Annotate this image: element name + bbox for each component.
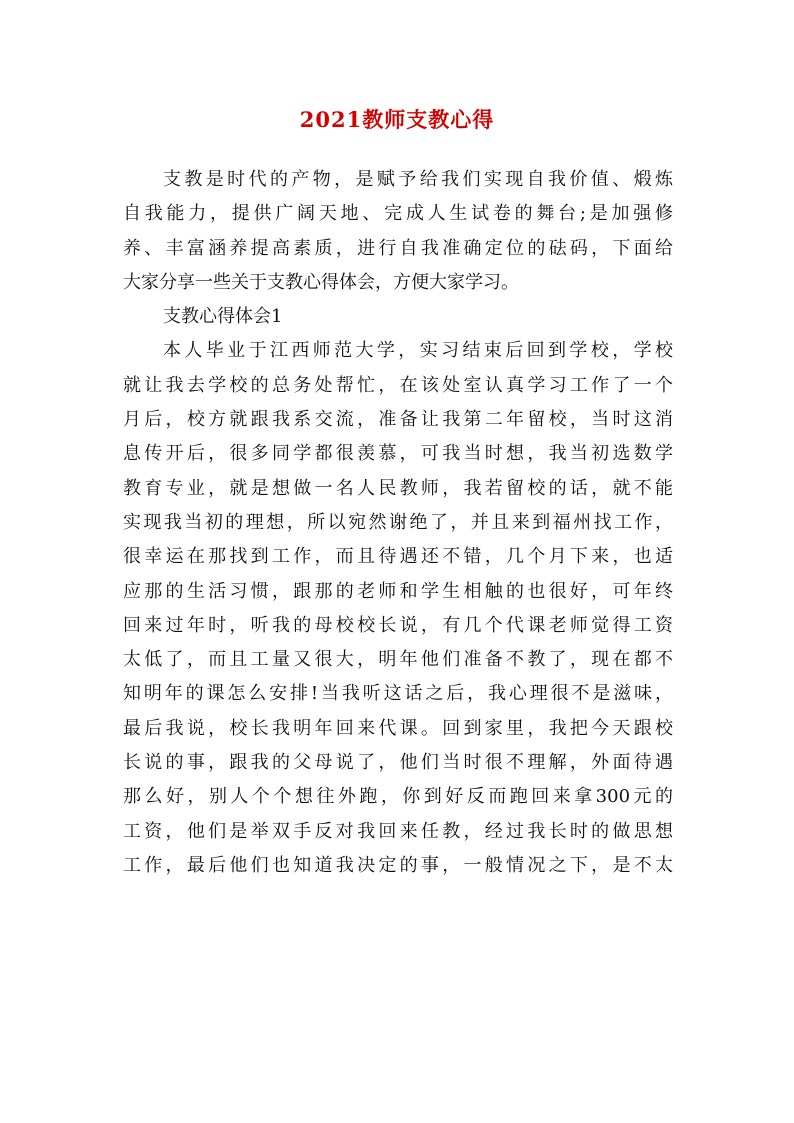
- paragraph-line: 月后，校方就跟我系交流，准备让我第二年留校，当时这消: [123, 409, 673, 431]
- document-body: [123, 163, 673, 883]
- paragraph-line: 应那的生活习惯，跟那的老师和学生相触的也很好，可年终: [123, 580, 673, 602]
- paragraph-line: 就让我去学校的总务处帮忙，在该处室认真学习工作了一个: [123, 374, 673, 396]
- paragraph-line: 长说的事，跟我的父母说了，他们当时很不理解，外面待遇: [123, 752, 673, 774]
- paragraph-line: 工资，他们是举双手反对我回来任教，经过我长时的做思想: [123, 820, 673, 842]
- paragraph-line: 实现我当初的理想，所以宛然谢绝了，并且来到福州找工作，: [123, 511, 673, 533]
- paragraph-line: 教育专业，就是想做一名人民教师，我若留校的话，就不能: [123, 477, 673, 499]
- paragraph-line: 养、丰富涵养提高素质，进行自我准确定位的砝码，下面给: [123, 237, 673, 259]
- paragraph-line: 自我能力，提供广阔天地、完成人生试卷的舞台;是加强修: [123, 203, 673, 225]
- document-title: 2021教师支教心得: [299, 107, 495, 132]
- paragraph-line: 工作，最后他们也知道我决定的事，一般情况之下，是不太: [123, 854, 673, 876]
- paragraph-line: 很幸运在那找到工作，而且待遇还不错，几个月下来，也适: [123, 546, 673, 568]
- paragraph-line: 知明年的课怎么安排!当我听这话之后，我心理很不是滋味，: [123, 683, 673, 705]
- paragraph-line: 本人毕业于江西师范大学，实习结束后回到学校，学校: [163, 340, 673, 362]
- paragraph-line: 大家分享一些关于支教心得体会，方便大家学习。: [123, 271, 519, 293]
- paragraph-line: 最后我说，校长我明年回来代课。回到家里，我把今天跟校: [123, 717, 673, 739]
- paragraph-line: 太低了，而且工量又很大，明年他们准备不教了，现在都不: [123, 649, 673, 671]
- section-heading: 支教心得体会1: [163, 306, 283, 328]
- paragraph-line: 那么好，别人个个想往外跑，你到好反而跑回来拿300元的: [123, 786, 673, 808]
- paragraph-line: 回来过年时，听我的母校校长说，有几个代课老师觉得工资: [123, 614, 673, 636]
- paragraph-line: 支教是时代的产物，是赋予给我们实现自我价值、煅炼: [163, 169, 673, 190]
- paragraph-line: 息传开后，很多同学都很羡慕，可我当时想，我当初选数学: [123, 443, 673, 465]
